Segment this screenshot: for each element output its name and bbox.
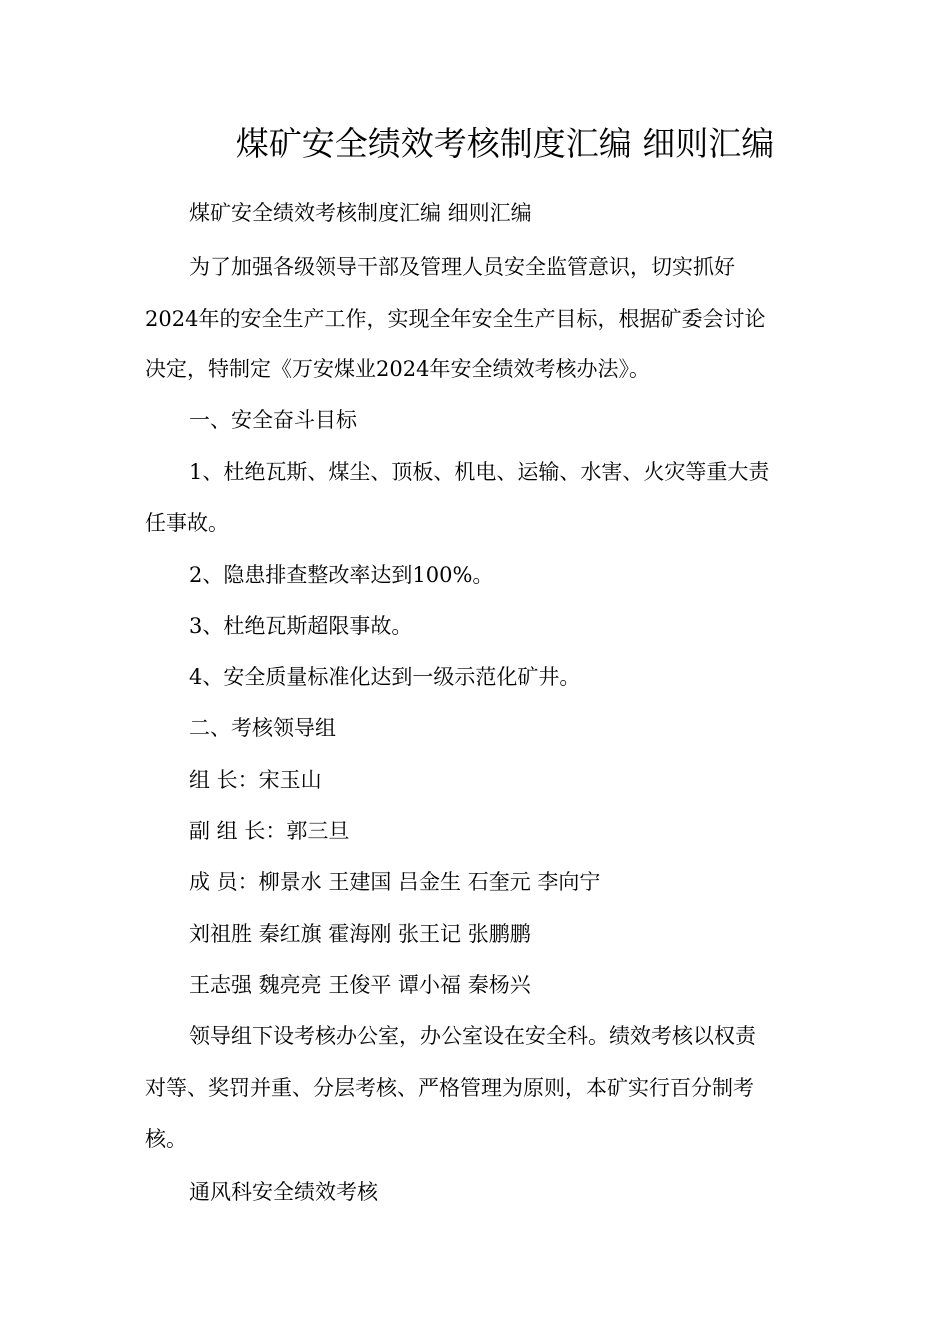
goal-item-1-line-1: 1、杜绝瓦斯、煤尘、顶板、机电、运输、水害、火灾等重大责 — [189, 460, 770, 484]
deputy-leader: 副 组 长：郭三旦 — [189, 819, 350, 843]
document-subtitle: 煤矿安全绩效考核制度汇编 细则汇编 — [189, 201, 532, 225]
intro-paragraph-line-3: 决定，特制定《万安煤业2024年安全绩效考核办法》。 — [145, 357, 650, 381]
group-leader: 组 长：宋玉山 — [189, 768, 322, 792]
office-paragraph-line-2: 对等、奖罚并重、分层考核、严格管理为原则，本矿实行百分制考 — [145, 1076, 754, 1100]
members-line-3: 王志强 魏亮亮 王俊平 谭小福 秦杨兴 — [189, 973, 531, 997]
members-line-2: 刘祖胜 秦红旗 霍海刚 张王记 张鹏鹏 — [189, 922, 531, 946]
goal-item-1-line-2: 任事故。 — [145, 511, 229, 535]
goal-item-3: 3、杜绝瓦斯超限事故。 — [189, 614, 413, 638]
members-line-1: 成 员：柳景水 王建国 吕金生 石奎元 李向宁 — [189, 870, 601, 894]
intro-paragraph-line-2: 2024年的安全生产工作，实现全年安全生产目标，根据矿委会讨论 — [145, 307, 766, 331]
document-title: 煤矿安全绩效考核制度汇编 细则汇编 — [235, 124, 775, 163]
intro-paragraph-line-1: 为了加强各级领导干部及管理人员安全监管意识，切实抓好 — [189, 255, 735, 279]
section-heading-leadership: 二、考核领导组 — [189, 716, 336, 740]
office-paragraph-line-3: 核。 — [145, 1127, 187, 1151]
section-heading-ventilation: 通风科安全绩效考核 — [189, 1180, 378, 1204]
section-heading-goals: 一、安全奋斗目标 — [189, 408, 357, 432]
office-paragraph-line-1: 领导组下设考核办公室，办公室设在安全科。绩效考核以权责 — [189, 1024, 756, 1048]
goal-item-2: 2、隐患排查整改率达到100%。 — [189, 563, 494, 587]
goal-item-4: 4、安全质量标准化达到一级示范化矿井。 — [189, 665, 581, 689]
